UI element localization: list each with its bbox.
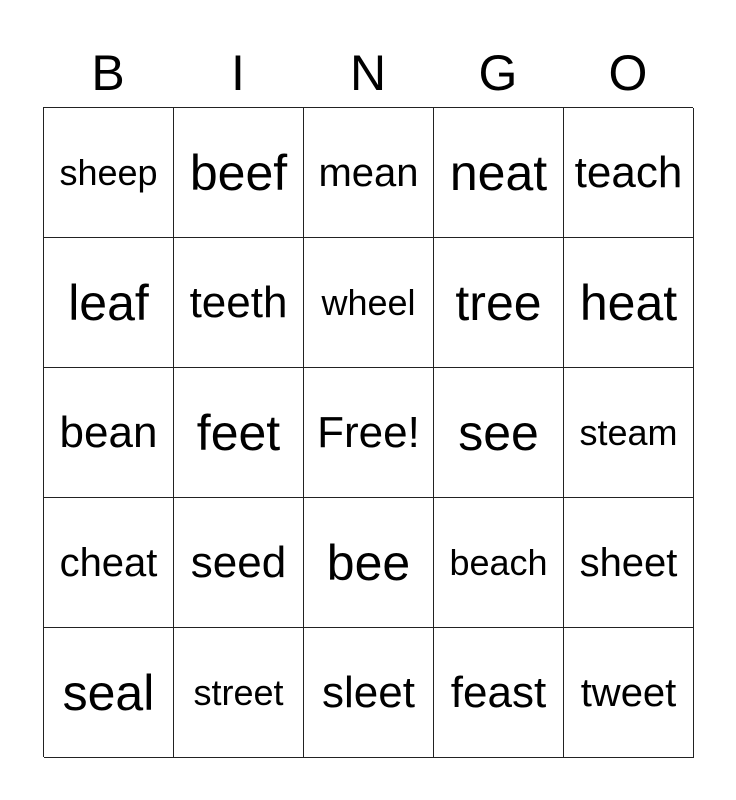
free-space-cell[interactable]: Free! bbox=[304, 368, 434, 498]
bingo-header bbox=[43, 38, 693, 108]
header-letter-g: G bbox=[478, 45, 518, 101]
bingo-cell[interactable]: street bbox=[174, 628, 304, 758]
bingo-cell[interactable]: wheel bbox=[304, 238, 434, 368]
header-letter-i: I bbox=[231, 45, 245, 101]
bingo-cell[interactable]: bean bbox=[44, 368, 174, 498]
bingo-cell[interactable]: mean bbox=[304, 108, 434, 238]
bingo-board bbox=[43, 107, 693, 757]
bingo-cell[interactable]: see bbox=[434, 368, 564, 498]
bingo-cell[interactable]: tree bbox=[434, 238, 564, 368]
bingo-cell[interactable]: sheep bbox=[44, 108, 174, 238]
header-letter-o: O bbox=[608, 45, 648, 101]
bingo-cell[interactable]: feast bbox=[434, 628, 564, 758]
bingo-cell[interactable]: leaf bbox=[44, 238, 174, 368]
bingo-cell[interactable]: beach bbox=[434, 498, 564, 628]
bingo-cell[interactable]: cheat bbox=[44, 498, 174, 628]
bingo-cell[interactable]: teeth bbox=[174, 238, 304, 368]
bingo-cell[interactable]: heat bbox=[564, 238, 694, 368]
bingo-cell[interactable]: seal bbox=[44, 628, 174, 758]
bingo-cell[interactable]: teach bbox=[564, 108, 694, 238]
bingo-cell[interactable]: bee bbox=[304, 498, 434, 628]
bingo-cell[interactable]: beef bbox=[174, 108, 304, 238]
header-letter-b: B bbox=[91, 45, 125, 101]
header-letter-n: N bbox=[349, 45, 387, 101]
bingo-cell[interactable]: sleet bbox=[304, 628, 434, 758]
bingo-cell[interactable]: sheet bbox=[564, 498, 694, 628]
bingo-cell[interactable]: seed bbox=[174, 498, 304, 628]
bingo-cell[interactable]: feet bbox=[174, 368, 304, 498]
bingo-cell[interactable]: tweet bbox=[564, 628, 694, 758]
bingo-cell[interactable]: steam bbox=[564, 368, 694, 498]
bingo-cell[interactable]: neat bbox=[434, 108, 564, 238]
